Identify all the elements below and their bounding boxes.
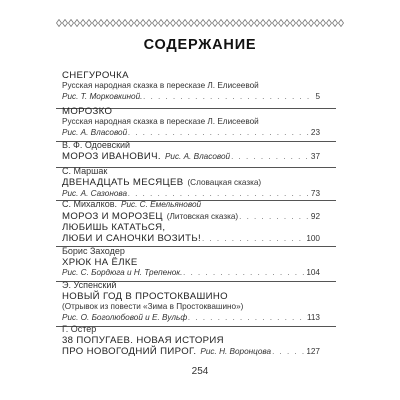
entry-title: МОРОЗ ИВАНОВИЧ. xyxy=(62,151,161,162)
entry-illustrator-row xyxy=(62,268,320,279)
dot-leader xyxy=(183,268,305,279)
entry-title: МОРОЗ И МОРОЗЕЦ xyxy=(62,210,163,222)
dot-leader xyxy=(128,189,310,200)
entry-title-row xyxy=(62,211,320,223)
entry-title: 38 ПОПУГАЕВ. НОВАЯ ИСТОРИЯ xyxy=(62,335,224,346)
entry-page-number: 104 xyxy=(306,268,320,278)
entry-author-row xyxy=(62,199,320,211)
page-number: 254 xyxy=(191,366,209,377)
entry-title: ХРЮК НА ЁЛКЕ xyxy=(62,257,138,268)
entry-illustrator-row xyxy=(62,128,320,139)
toc-entry xyxy=(62,140,320,163)
dot-leader xyxy=(231,152,310,161)
entry-illustrator: Рис. О. Боголюбовой и Е. Вульф xyxy=(62,312,188,322)
entry-page-number: 73 xyxy=(310,188,320,198)
entry-author: Борис Заходер xyxy=(62,246,125,256)
entry-illustrator: Рис. Т. Морковкиной. xyxy=(62,91,143,101)
entry-author: Г. Остер xyxy=(62,324,97,334)
entry-subtitle: Русская народная сказка в пересказе Л. Елисеевой xyxy=(62,81,259,91)
toc-entry xyxy=(62,106,320,138)
entry-title: СНЕГУРОЧКА xyxy=(62,70,129,81)
entry-illustrator: Рис. С. Бордюга и Н. Трепенок. xyxy=(62,268,183,278)
entry-illustrator-row xyxy=(62,92,320,103)
entry-author: С. Михалков. xyxy=(62,199,118,209)
entry-page-number: 127 xyxy=(306,347,320,357)
entry-title: ДВЕНАДЦАТЬ МЕСЯЦЕВ xyxy=(62,177,184,188)
dot-leader xyxy=(202,234,305,243)
entry-illustrator-row xyxy=(62,313,320,324)
entry-title: ЛЮБИШЬ КАТАТЬСЯ, xyxy=(62,222,166,233)
entry-title-row xyxy=(62,177,320,189)
entry-page-number: 5 xyxy=(315,91,320,101)
entry-title-row xyxy=(62,346,320,358)
dot-leader xyxy=(272,347,305,356)
entry-title-continued: ПРО НОВОГОДНИЙ ПИРОГ. xyxy=(62,346,197,358)
entry-illustrator: Рис. С. Емельяновой xyxy=(121,200,202,209)
entry-illustrator: Рис. А. Власовой xyxy=(164,152,231,161)
dot-leader xyxy=(188,313,306,324)
entry-subtitle: Русская народная сказка в пересказе Л. Елисеевой xyxy=(62,117,259,127)
entry-title: МОРОЗКО xyxy=(62,106,113,117)
entry-title-row xyxy=(62,151,320,163)
entry-page-number: 37 xyxy=(310,152,320,161)
entry-title-note: (Литовская сказка) xyxy=(166,211,239,221)
page-title: СОДЕРЖАНИЕ xyxy=(143,37,257,53)
entry-page-number: 100 xyxy=(306,234,320,244)
toc-entry xyxy=(62,246,320,279)
entry-page-number: 23 xyxy=(310,127,320,137)
dot-leader xyxy=(143,92,314,103)
dot-leader xyxy=(239,212,310,221)
entry-author: С. Маршак xyxy=(62,166,108,176)
entry-author: В. Ф. Одоевский xyxy=(62,140,131,150)
toc-entry xyxy=(62,199,320,245)
entry-author: Э. Успенский xyxy=(62,280,117,290)
decorative-border xyxy=(56,19,344,27)
entry-title-note: (Словацкая сказка) xyxy=(187,178,262,187)
toc-entry xyxy=(62,280,320,323)
dot-leader xyxy=(128,128,310,139)
toc-entry xyxy=(62,324,320,358)
entry-title-continued: ЛЮБИ И САНОЧКИ ВОЗИТЬ! xyxy=(62,233,201,245)
entry-illustrator: Рис. Н. Воронцова xyxy=(200,347,272,357)
toc-entry xyxy=(62,166,320,199)
entry-illustrator: Рис. А. Власовой xyxy=(62,127,128,137)
entry-illustrator: Рис. А. Сазонова xyxy=(62,188,128,198)
entry-page-number: 92 xyxy=(310,211,320,221)
entry-title-row xyxy=(62,233,320,245)
entry-subtitle: (Отрывок из повести «Зима в Простоквашино») xyxy=(62,302,244,312)
entry-illustrator-row xyxy=(62,189,320,200)
entry-title: НОВЫЙ ГОД В ПРОСТОКВАШИНО xyxy=(62,291,228,302)
entry-page-number: 113 xyxy=(306,312,320,322)
toc-entry xyxy=(62,70,320,102)
